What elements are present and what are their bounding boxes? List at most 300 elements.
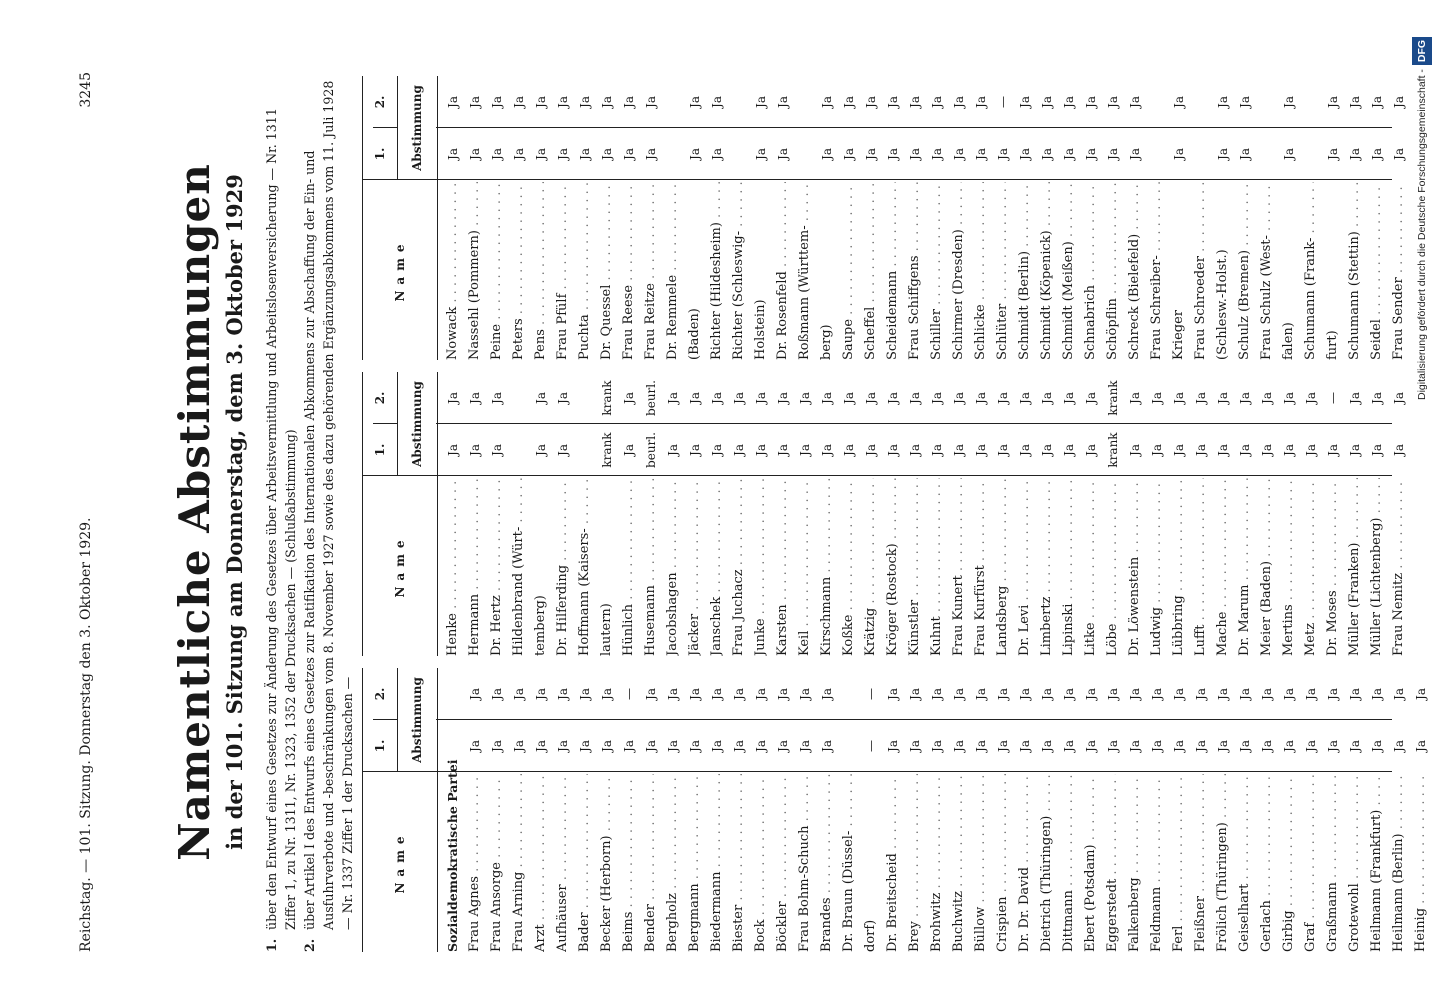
vote-1: Ja [1238, 740, 1252, 752]
table-row [1278, 372, 1300, 656]
table-row [662, 372, 684, 656]
member-name: furt) [1325, 330, 1340, 360]
table-row [442, 372, 464, 656]
vote-item-number: 2. [302, 938, 317, 952]
vote-2: Ja [1084, 96, 1098, 108]
vote-2: Ja [490, 96, 504, 108]
vote-2: Ja [622, 96, 636, 108]
vote-2: Ja [996, 392, 1010, 404]
vote-2: Ja [1392, 392, 1406, 404]
header-abstimmung: Abstimmung [410, 381, 424, 467]
table-row [904, 372, 926, 656]
table-row [992, 76, 1014, 360]
member-name: Janschek . . . [706, 478, 728, 656]
member-name: Jäcker . . . [684, 478, 706, 656]
vote-2: Ja [710, 392, 724, 404]
vote-2: Ja [1172, 96, 1186, 108]
vote-2: Ja [842, 392, 856, 404]
member-name: Graf . . . [1300, 774, 1322, 952]
table-row [662, 668, 684, 952]
table-row [1366, 372, 1388, 656]
member-name: Bender . . . [640, 774, 662, 952]
table-row [970, 76, 992, 360]
vote-1: Ja [688, 444, 702, 456]
vote-1: beurl. [644, 432, 658, 468]
vote-2: Ja [974, 688, 988, 700]
page-subtitle: in der 101. Sitzung am Donnerstag, dem 3. Oktober 1929 [222, 174, 247, 850]
member-name: Hildenbrand (Würt- . . . [508, 478, 530, 656]
table-row [948, 668, 970, 952]
header-colnums [363, 668, 398, 772]
vote-1: Ja [1216, 148, 1230, 160]
member-name: Falkenberg . . . [1124, 774, 1146, 952]
table-row [618, 668, 640, 952]
vote-2: Ja [820, 96, 834, 108]
member-name: Lufft . . . [1190, 478, 1212, 656]
digitization-note [1412, 10, 1432, 400]
vote-2: Ja [1238, 392, 1252, 404]
vote-1: Ja [1260, 740, 1274, 752]
party-heading: Sozialdemokratische Partei [445, 759, 460, 952]
vote-2: Ja [776, 392, 790, 404]
member-name: Bergholz . . . [662, 774, 684, 952]
vote-1: krank [1106, 432, 1120, 468]
vote-2: Ja [644, 96, 658, 108]
vote-1: Ja [600, 148, 614, 160]
member-name: Frau Reitze . . . [640, 182, 662, 360]
vote-1: Ja [1304, 444, 1318, 456]
table-row [618, 76, 640, 360]
vote-2: krank [600, 380, 614, 416]
vote-2: Ja [1194, 688, 1208, 700]
vote-2: Ja [820, 392, 834, 404]
vote-1: Ja [1238, 148, 1252, 160]
vote-2: Ja [974, 96, 988, 108]
table-row [486, 372, 508, 656]
vote-2: Ja [1040, 96, 1054, 108]
vote-1: Ja [1414, 740, 1428, 752]
page-number: 3245 [78, 72, 94, 108]
member-name: Biester . . . [728, 774, 750, 952]
table-row [860, 668, 882, 952]
vote-1: Ja [1326, 148, 1340, 160]
member-name: Künstler . . . [904, 478, 926, 656]
vote-1: Ja [644, 148, 658, 160]
vote-1: Ja [996, 740, 1010, 752]
member-name: Mertins . . . [1278, 478, 1300, 656]
vote-1: Ja [1348, 444, 1362, 456]
vote-2: Ja [952, 392, 966, 404]
vote-1: Ja [512, 740, 526, 752]
vote-1: Ja [974, 148, 988, 160]
table-row [684, 668, 706, 952]
vote-1: Ja [1326, 740, 1340, 752]
vote-item-number: 1. [264, 938, 279, 952]
table-row [442, 76, 464, 360]
table-row [970, 668, 992, 952]
member-name: Junke . . . [750, 478, 772, 656]
table-row [1168, 76, 1190, 360]
table-row [1256, 76, 1278, 360]
member-name: Frau Juchacz . . . [728, 478, 750, 656]
table-row [1058, 76, 1080, 360]
dfg-logo: DFG [1412, 37, 1432, 65]
member-name: Scheidemann . . . [882, 182, 904, 360]
member-name: Frau Pfülf . . . [552, 182, 574, 360]
table-row [1212, 76, 1234, 360]
member-name: Girbig . . . [1278, 774, 1300, 952]
vote-2: Ja [1216, 688, 1230, 700]
member-name: Dietrich (Thüringen) . . . [1036, 774, 1058, 952]
table-row [1124, 668, 1146, 952]
member-name: Nowack . . . [442, 182, 464, 360]
vote-2: Ja [710, 688, 724, 700]
table-row [464, 668, 486, 952]
member-name: Scheffel . . . [860, 182, 882, 360]
vote-item-1 [262, 72, 300, 952]
table-rows [442, 76, 1410, 360]
member-name: (Baden) [687, 308, 702, 360]
vote-2: Ja [1084, 688, 1098, 700]
header-colnums [363, 76, 398, 180]
vote-1: Ja [1370, 444, 1384, 456]
member-name: Frau Bohm-Schuch . . . [794, 774, 816, 952]
vote-1: Ja [908, 740, 922, 752]
vote-2: Ja [798, 688, 812, 700]
vote-2: Ja [1282, 392, 1296, 404]
member-name: Dr. Quessel . . . [596, 182, 618, 360]
member-name: Pens . . . [530, 182, 552, 360]
vote-item-text: über den Entwurf eines Gesetzes zur Änderung des Gesetzes über Arbeitsvermittlung und Arbeitslosenversicherung — Nr. 1311 Ziffer 1, zu Nr. 1311, Nr. 1323, 1352 der Drucksachen — (Schlußabstimmung) [264, 108, 298, 930]
table-row [1058, 372, 1080, 656]
vote-2: Ja [842, 96, 856, 108]
vote-1: Ja [908, 444, 922, 456]
vote-2: Ja [1128, 96, 1142, 108]
vote-2: Ja [930, 392, 944, 404]
member-name: Ferl . . . [1168, 774, 1190, 952]
header-name: Name [363, 179, 437, 360]
member-name: Ebert (Potsdam) . . . [1080, 774, 1102, 952]
table-row [882, 668, 904, 952]
running-head-text: Reichstag. — 101. Sitzung. Donnerstag den 3. Oktober 1929. [78, 517, 94, 952]
vote-1: Ja [622, 148, 636, 160]
vote-1: Ja [1084, 444, 1098, 456]
member-name: Fleißner . . . [1190, 774, 1212, 952]
member-name: Heilmann (Berlin) . . . [1388, 774, 1410, 952]
vote-1: Ja [622, 444, 636, 456]
member-name: Dr. Breitscheid . . . [882, 774, 904, 952]
member-name: Meier (Baden) . . . [1256, 478, 1278, 656]
vote-2: Ja [556, 96, 570, 108]
vote-2: Ja [1106, 688, 1120, 700]
table-row [1344, 372, 1366, 656]
table-row [772, 372, 794, 656]
table-row [1366, 668, 1388, 952]
member-name: Heilmann (Frankfurt) . . . [1366, 774, 1388, 952]
member-name: Bader . . . [574, 774, 596, 952]
vote-1: Ja [1128, 740, 1142, 752]
table-row [530, 76, 552, 360]
header-col2: 2. [373, 95, 387, 109]
vote-2: Ja [1370, 392, 1384, 404]
vote-1: Ja [1106, 740, 1120, 752]
vote-1: Ja [490, 148, 504, 160]
table-row [1322, 668, 1344, 952]
table-row [1344, 668, 1366, 952]
table-row [882, 76, 904, 360]
table-row [486, 668, 508, 952]
vote-2: Ja [1018, 688, 1032, 700]
vote-1: Ja [864, 444, 878, 456]
vote-2: Ja [754, 392, 768, 404]
vote-2: Ja [490, 688, 504, 700]
vote-1: Ja [446, 148, 460, 160]
vote-2: Ja [798, 392, 812, 404]
table-row [1080, 668, 1102, 952]
vote-1: Ja [1392, 740, 1406, 752]
member-name: Müller (Franken) . . . [1344, 478, 1366, 656]
vote-2: Ja [1062, 96, 1076, 108]
vote-2: Ja [732, 392, 746, 404]
vote-2: Ja [490, 392, 504, 404]
vote-2: — [1326, 392, 1340, 404]
member-name: Schmidt (Köpenick) . . . [1036, 182, 1058, 360]
member-name: Keil . . . [794, 478, 816, 656]
table-header [362, 76, 438, 360]
vote-1: Ja [776, 444, 790, 456]
member-name: Husemann . . . [640, 478, 662, 656]
table-row [464, 76, 486, 360]
vote-1: Ja [886, 148, 900, 160]
table-row [618, 372, 640, 656]
vote-1: Ja [534, 740, 548, 752]
vote-1: Ja [974, 444, 988, 456]
vote-1: Ja [556, 740, 570, 752]
member-name: Lübbring . . . [1168, 478, 1190, 656]
member-name: Ludwig . . . [1146, 478, 1168, 656]
table-row [574, 372, 596, 656]
table-row [1146, 76, 1168, 360]
table-row [860, 372, 882, 656]
vote-1: Ja [1062, 148, 1076, 160]
vote-2: Ja [666, 392, 680, 404]
vote-2: Ja [1414, 688, 1428, 700]
table-row [1212, 668, 1234, 952]
vote-1: Ja [688, 148, 702, 160]
member-name: Böckler . . . [772, 774, 794, 952]
member-name: Mache . . . [1212, 478, 1234, 656]
header-col2: 2. [373, 391, 387, 405]
member-name: Brandes . . . [816, 774, 838, 952]
vote-2: Ja [556, 688, 570, 700]
member-name: Schulz (Bremen) . . . [1234, 182, 1256, 360]
table-row [1124, 76, 1146, 360]
vote-1: Ja [908, 148, 922, 160]
vote-1: Ja [556, 444, 570, 456]
member-name: Frau Kurfürst . . . [970, 478, 992, 656]
member-name: Saupe . . . [838, 182, 860, 360]
table-row [640, 668, 662, 952]
member-name: Schreck (Bielefeld) . . . [1124, 182, 1146, 360]
member-name: Crispien . . . [992, 774, 1014, 952]
member-name: Kirschmann . . . [816, 478, 838, 656]
table-row [1080, 372, 1102, 656]
member-name: Limbertz . . . [1036, 478, 1058, 656]
vote-1: Ja [1260, 444, 1274, 456]
table-row [1124, 372, 1146, 656]
vote-2: Ja [776, 96, 790, 108]
vote-1: Ja [710, 740, 724, 752]
table-row [860, 76, 882, 360]
member-name: Hoffmann (Kaisers- . . . [574, 478, 596, 656]
vote-2: Ja [1084, 392, 1098, 404]
vote-1: Ja [1282, 444, 1296, 456]
vote-1: Ja [1150, 444, 1164, 456]
table-row [1190, 668, 1212, 952]
vote-2: Ja [468, 392, 482, 404]
table-panel-3 [362, 76, 1406, 360]
vote-1: Ja [1172, 148, 1186, 160]
table-row [662, 76, 684, 360]
table-row [1014, 76, 1036, 360]
vote-2: Ja [622, 392, 636, 404]
vote-1: Ja [534, 444, 548, 456]
vote-1: Ja [446, 444, 460, 456]
member-name: berg) [819, 324, 834, 360]
vote-1: Ja [512, 148, 526, 160]
vote-2: Ja [556, 392, 570, 404]
member-name: Frau Nemitz . . . [1388, 478, 1410, 656]
member-name: Graßmann . . . [1322, 774, 1344, 952]
table-row [728, 668, 750, 952]
table-row [1036, 76, 1058, 360]
vote-1: Ja [842, 444, 856, 456]
table-row [926, 76, 948, 360]
vote-1: Ja [930, 148, 944, 160]
vote-1: Ja [1084, 740, 1098, 752]
vote-1: krank [600, 432, 614, 468]
table-row [1256, 372, 1278, 656]
table-row [552, 372, 574, 656]
vote-1: Ja [644, 740, 658, 752]
table-row [552, 668, 574, 952]
table-row [596, 372, 618, 656]
member-name: Frau Reese . . . [618, 182, 640, 360]
member-name: Büllow . . . [970, 774, 992, 952]
vote-1: Ja [468, 740, 482, 752]
vote-2: Ja [908, 96, 922, 108]
member-name: Müller (Lichtenberg) . . . [1366, 478, 1388, 656]
member-name: Schumann (Frank- . . . [1300, 182, 1322, 360]
vote-1: Ja [820, 148, 834, 160]
vote-2: Ja [688, 392, 702, 404]
table-row [486, 76, 508, 360]
vote-1: Ja [1392, 444, 1406, 456]
vote-1: Ja [732, 740, 746, 752]
vote-1: Ja [1062, 740, 1076, 752]
vote-item-text: über Artikel I des Entwurfs eines Gesetzes zur Ratifikation des Internationalen Abkommens zur Abschaffung der Ein- und Ausfuhrverbote und -beschränkungen vom 8. November 1927 sowie des dazu gehörenden Ergänzungsabkommens vom 11. Juli 1928 — Nr. 1337 Ziffer 1 der Drucksachen — [302, 80, 355, 930]
vote-1: Ja [1282, 740, 1296, 752]
member-name: Dr. Dr. David . . . [1014, 774, 1036, 952]
member-name: Richter (Schleswig- . . . [728, 182, 750, 360]
table-row [574, 668, 596, 952]
member-name: Frau Schreiber- . . . [1146, 182, 1168, 360]
vote-1: Ja [710, 148, 724, 160]
table-row [970, 372, 992, 656]
member-name: Geiselhart . . . [1234, 774, 1256, 952]
vote-1: Ja [952, 740, 966, 752]
table-row [838, 668, 860, 952]
table-row [574, 76, 596, 360]
member-name: Dr. Rosenfeld . . . [772, 182, 794, 360]
vote-1: Ja [1062, 444, 1076, 456]
member-name: Peters . . . [508, 182, 530, 360]
member-name: Schöpflin . . . [1102, 182, 1124, 360]
table-header [362, 372, 438, 656]
vote-1: Ja [996, 148, 1010, 160]
table-row [904, 76, 926, 360]
member-name: Hünlich . . . [618, 478, 640, 656]
table-row [1234, 372, 1256, 656]
table-row [816, 372, 838, 656]
digitization-text: Digitalisierung gefördert durch die Deutsche Forschungsgemeinschaft - [1416, 69, 1428, 400]
table-row [596, 76, 618, 360]
member-name: Löbe . . . [1102, 478, 1124, 656]
vote-2: Ja [908, 392, 922, 404]
member-name: Schlüter . . . [992, 182, 1014, 360]
vote-2: Ja [1194, 392, 1208, 404]
member-name: Bergmann . . . [684, 774, 706, 952]
header-colnums [363, 372, 398, 476]
vote-2: Ja [952, 96, 966, 108]
table-row [1410, 668, 1432, 952]
table-row [1036, 372, 1058, 656]
vote-1: Ja [666, 740, 680, 752]
vote-2: Ja [578, 96, 592, 108]
member-name: Beims . . . [618, 774, 640, 952]
table-row [1058, 668, 1080, 952]
vote-1: Ja [688, 740, 702, 752]
vote-2: Ja [776, 688, 790, 700]
vote-2: Ja [886, 688, 900, 700]
table-row [1102, 372, 1124, 656]
vote-1: Ja [864, 148, 878, 160]
table-row [926, 668, 948, 952]
member-name: Schirmer (Dresden) . . . [948, 182, 970, 360]
vote-2: Ja [1018, 96, 1032, 108]
member-name: (Schlesw.-Holst.) [1215, 249, 1230, 360]
table-row [552, 76, 574, 360]
table-row [530, 668, 552, 952]
vote-1: Ja [776, 740, 790, 752]
member-name: Dr. Levi . . . [1014, 478, 1036, 656]
table-row [508, 668, 530, 952]
vote-1: — [864, 740, 878, 752]
table-panel-2 [362, 372, 1406, 656]
vote-1: Ja [1128, 444, 1142, 456]
vote-2: Ja [644, 688, 658, 700]
vote-2: — [996, 96, 1010, 108]
member-name: Bock . . . [750, 774, 772, 952]
vote-2: Ja [1238, 688, 1252, 700]
member-name: Brey . . . [904, 774, 926, 952]
vote-1: Ja [468, 444, 482, 456]
vote-2: Ja [1106, 96, 1120, 108]
vote-1: Ja [754, 740, 768, 752]
member-name: falen) [1281, 322, 1296, 360]
header-name: Name [363, 771, 437, 952]
vote-2: Ja [1216, 96, 1230, 108]
